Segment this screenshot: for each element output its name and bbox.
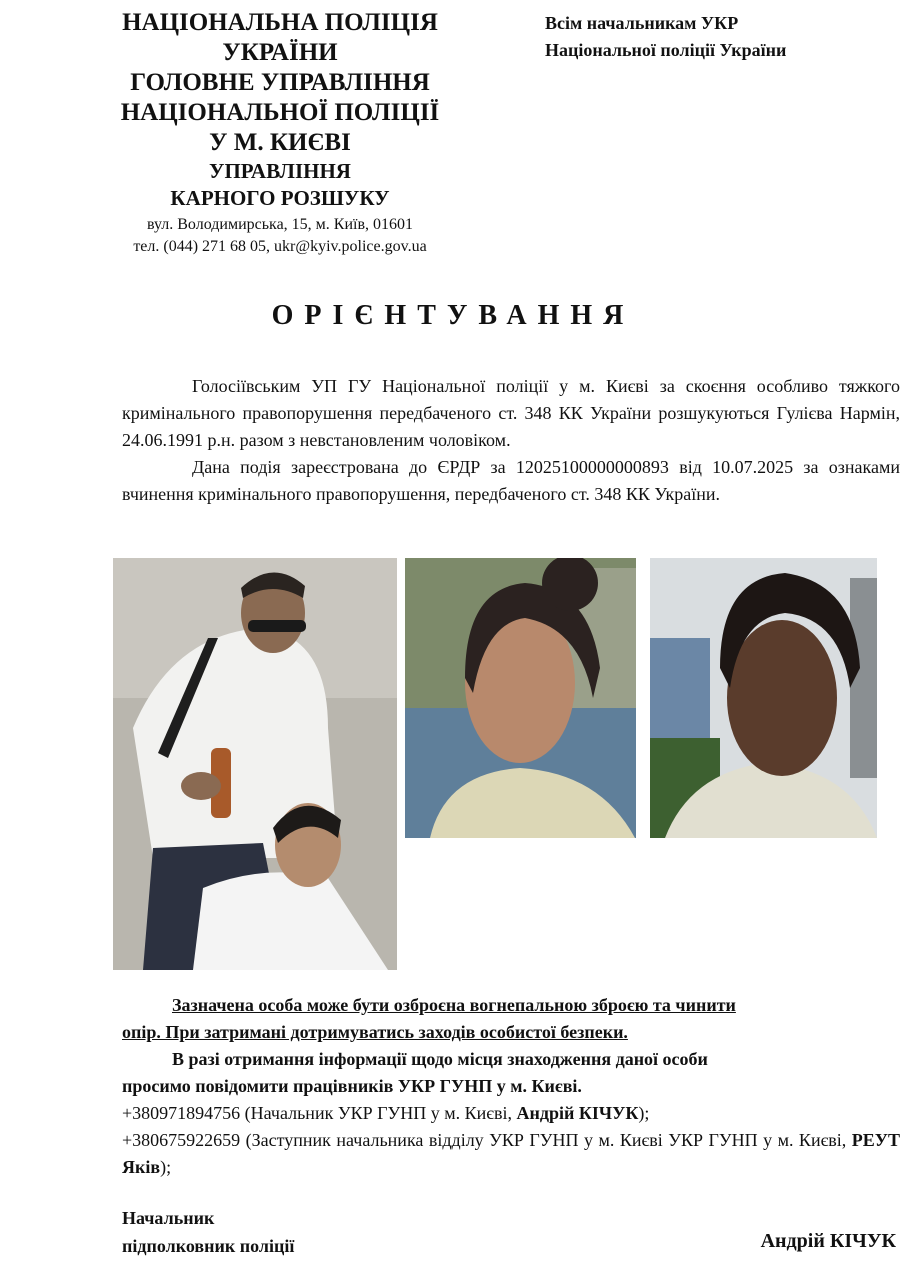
recipient-block [545, 10, 885, 64]
request-text [122, 1046, 900, 1100]
org-line: УКРАЇНИ [222, 39, 338, 66]
man-closeup-photo [650, 558, 877, 838]
org-address: вул. Володимирська, 15, м. Київ, 01601 [146, 216, 414, 233]
suspects-photo [113, 558, 397, 970]
contact-2 [122, 1127, 900, 1181]
contact-1-name: Андрій КІЧУК [516, 1103, 639, 1123]
org-line: НАЦІОНАЛЬНА ПОЛІЦІЯ [122, 9, 438, 36]
caution-line: опір. При затримані дотримуватись заходів особистої безпеки. [122, 1022, 628, 1042]
contact-1-role: (Начальник УКР ГУНП у м. Києві, [244, 1103, 512, 1123]
contact-2-end: ); [160, 1157, 172, 1177]
contact-1 [122, 1100, 900, 1127]
body-paragraph: Дана подія зареєстрована до ЄРДР за 12025100000000893 від 10.07.2025 за ознаками вчинення кримінального правопорушення, передбаченого ст. 348 КК України. [122, 457, 900, 504]
contact-1-end: ); [638, 1103, 650, 1123]
recipient-line: Національної поліції України [545, 40, 787, 60]
suspects-photo-image [113, 558, 397, 970]
dept-line: КАРНОГО РОЗШУКУ [170, 186, 390, 210]
woman-closeup-image [405, 558, 636, 838]
contact-1-phone: +380971894756 [122, 1103, 241, 1123]
org-line: У М. КИЄВІ [209, 129, 351, 156]
request-line: В разі отримання інформації щодо місця знаходження даної особи [172, 1049, 708, 1069]
man-closeup-image [650, 558, 877, 838]
recipient-line: Всім начальникам УКР [545, 13, 739, 33]
document-title: ОРІЄНТУВАННЯ [271, 300, 635, 331]
document-body [122, 373, 900, 508]
contact-request [122, 1046, 900, 1181]
signer-name: Андрій КІЧУК [760, 1230, 896, 1252]
issuing-organization [95, 8, 465, 258]
contact-2-phone: +380675922659 [122, 1130, 241, 1150]
dept-line: УПРАВЛІННЯ [209, 159, 351, 183]
caution-line: Зазначена особа може бути озброєна вогнепальною зброєю та чинити [172, 995, 736, 1015]
contact-2-role: (Заступник начальника відділу УКР ГУНП у м. Києві УКР ГУНП у м. Києві, [245, 1130, 847, 1150]
signer-rank: підполковник поліції [122, 1236, 295, 1256]
org-line: НАЦІОНАЛЬНОЇ ПОЛІЦІЇ [120, 99, 440, 126]
body-paragraph: Голосіївським УП ГУ Національної поліції у м. Києві за скоєння особливо тяжкого кримінального правопорушення передбаченого ст. 348 КК України розшукуються Гулієва Нармін, 24.06.1991 р.н. разом з невстановленим чоловіком. [122, 376, 900, 450]
org-line: ГОЛОВНЕ УПРАВЛІННЯ [130, 69, 430, 96]
signer-position: Начальник [122, 1208, 215, 1228]
woman-closeup-photo [405, 558, 636, 838]
signature-block [122, 1204, 422, 1260]
request-line: просимо повідомити працівників УКР ГУНП у м. Києві. [122, 1076, 582, 1096]
org-contacts: тел. (044) 271 68 05, ukr@kyiv.police.gov.ua [133, 238, 427, 255]
contact-2-name: РЕУТ Яків [122, 1130, 901, 1177]
caution-notice [122, 992, 900, 1046]
